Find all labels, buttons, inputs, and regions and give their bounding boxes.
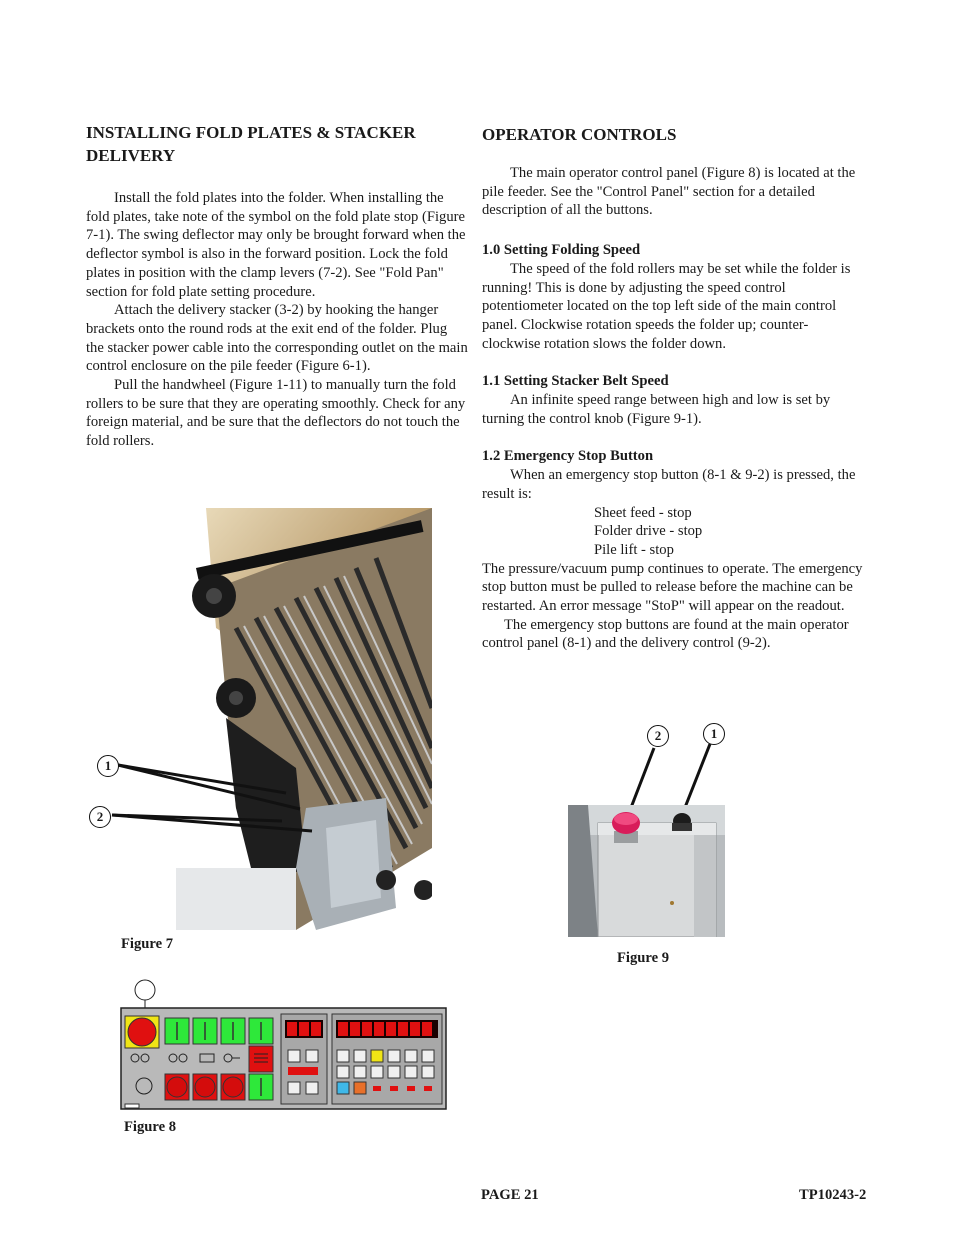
section-1-2-title: 1.2 Emergency Stop Button xyxy=(482,448,654,465)
delivery-control-box-image xyxy=(568,805,725,937)
callout-1-label: 1 xyxy=(104,758,112,773)
result-pile-lift: Pile lift - stop xyxy=(594,541,674,558)
figure-7-leader-lines xyxy=(86,745,326,845)
page-number: PAGE 21 xyxy=(481,1187,539,1203)
section-1-0-body: The speed of the fold rollers may be set while the folder is running! This is done by adjusting the speed control potentiometer located on the top left side of the main control panel. Clockwise rotation speeds the folder up; counter-clockwise rotation slows the folder down. xyxy=(482,260,851,352)
section-1-1-body: An infinite speed range between high and low is set by turning the control knob (Figure 9-1). xyxy=(482,392,831,427)
after-results-text: The pressure/vacuum pump continues to operate. The emergency stop button must be pulled to release before the machine can be restarted. An error message "StoP" will appear on the readout. xyxy=(482,560,863,615)
left-heading: INSTALLING FOLD PLATES & STACKER DELIVERY xyxy=(86,123,416,165)
section-1-2-body: When an emergency stop button (8-1 & 9-2) is pressed, the result is: xyxy=(482,467,856,502)
operator-controls-intro: The main operator control panel (Figure 8) is located at the pile feeder. See the "Control Panel" section for a detailed description of all the buttons. xyxy=(482,165,856,219)
callout-2-label: 2 xyxy=(96,809,104,824)
left-paragraph-1: Install the fold plates into the folder. When installing the fold plates, take note of the symbol on the fold plate stop (Figure 7-1). The swing deflector may only be brought forward when the deflector symbol is also in the forward position. Lock the fold plates in position with the clamp levers (7-2). See "Fold Pan" section for fold plate setting procedure. xyxy=(86,190,466,300)
left-body xyxy=(86,189,468,451)
result-folder-drive: Folder drive - stop xyxy=(594,523,703,540)
figure-7-photo xyxy=(176,508,432,930)
figure-9-callout-2 xyxy=(647,725,669,747)
figure-9-callout-1 xyxy=(703,723,725,745)
figure-7-callout-2 xyxy=(89,806,111,828)
document-id: TP10243-2 xyxy=(799,1187,867,1203)
right-heading: OPERATOR CONTROLS xyxy=(482,125,677,144)
folder-fold-plates-image xyxy=(176,508,432,930)
figure-9-callout-2-label: 2 xyxy=(654,728,662,743)
figure-7-callout-1 xyxy=(97,755,119,777)
left-paragraph-2: Attach the delivery stacker (3-2) by hooking the hanger brackets onto the round rods at the exit end of the folder. Plug the stacker power cable into the corresponding outlet on the main control enclosure on the pile feeder (Figure 6-1). xyxy=(86,302,468,375)
figure-8-caption: Figure 8 xyxy=(124,1119,177,1135)
figure-9-callout-1-label: 1 xyxy=(710,726,718,741)
final-text: The emergency stop buttons are found at the main operator control panel (8-1) and the delivery control (9-2). xyxy=(482,616,849,652)
left-paragraph-3: Pull the handwheel (Figure 1-11) to manually turn the fold rollers to be sure that they are operating smoothly. Check for any foreign material, and be sure that the deflectors do not touch the fold rollers. xyxy=(86,377,466,450)
right-body xyxy=(482,164,866,653)
figure-9-caption: Figure 9 xyxy=(617,950,670,966)
figure-7-caption: Figure 7 xyxy=(121,936,174,952)
figure-9-photo xyxy=(568,805,725,937)
section-1-1-title: 1.1 Setting Stacker Belt Speed xyxy=(482,373,669,390)
figure-8-control-panel xyxy=(120,978,448,1112)
section-1-0-title: 1.0 Setting Folding Speed xyxy=(482,242,641,259)
result-sheet-feed: Sheet feed - stop xyxy=(594,504,692,521)
